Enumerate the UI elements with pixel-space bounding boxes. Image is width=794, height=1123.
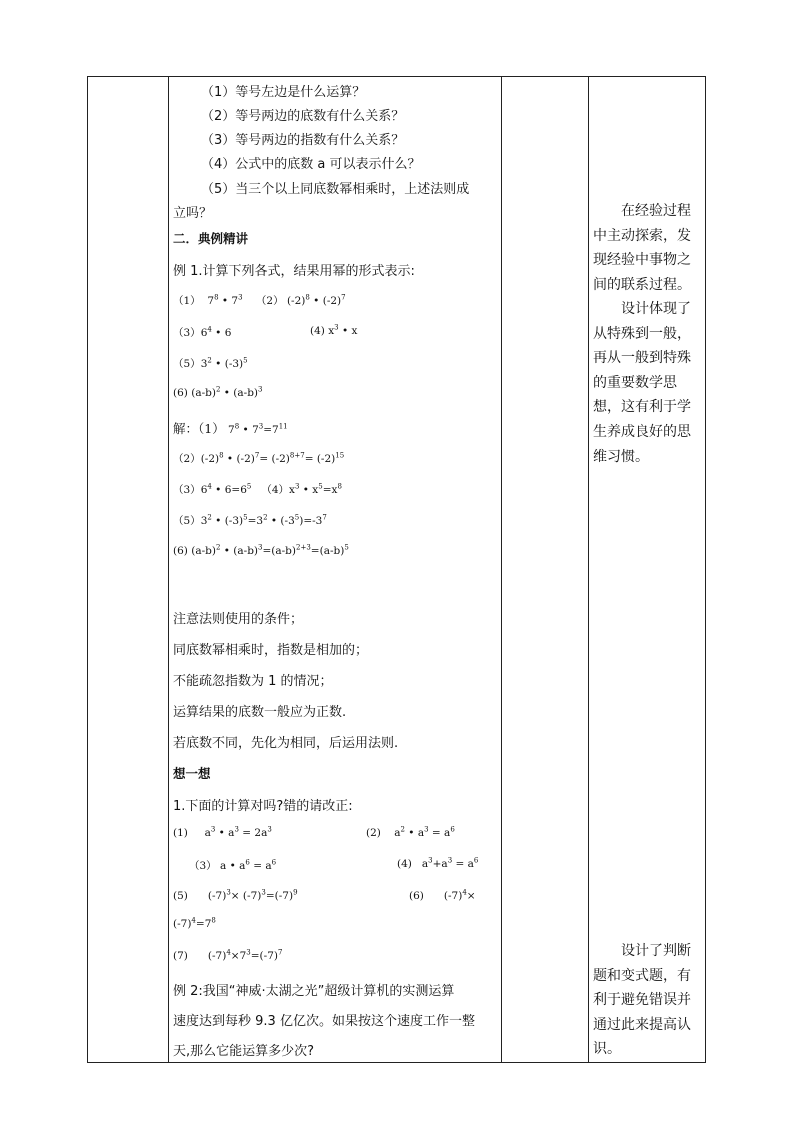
question-2: （2）等号两边的底数有什么关系？	[201, 109, 405, 124]
example2-line-2: 速度达到每秒 9.3 亿亿次。如果按这个速度工作一整	[173, 1014, 475, 1029]
question-5-cont: 立吗？	[173, 206, 213, 221]
example1-item-6: (6) $(a-b)^2$ • $(a-b)^3$	[173, 385, 263, 399]
question-4: （4）公式中的底数 a 可以表示什么？	[201, 157, 421, 172]
example2-line-3: 天,那么它能运算多少次?	[173, 1044, 315, 1059]
exercise-row-4: (7) $(-7)^4\times 7^3=(-7)^7$	[173, 948, 283, 962]
side-note-1: 在经验过程中主动探索，发现经验中事物之间的联系过程。	[593, 203, 691, 293]
column-divider	[588, 77, 589, 1062]
question-5: （5）当三个以上同底数幂相乘时，上述法则成	[201, 182, 470, 197]
note-line-2: 同底数幂相乘时，指数是相加的；	[173, 643, 369, 658]
exercise-row-3-cont: $(-7)^4=7^8$	[173, 916, 216, 930]
solution-5: $(5)3^2$ • $(-3)^5=3^2$ • $(-3^5)=-3^7$	[173, 513, 327, 527]
solution-3-4: $(3)6^4$ • $6=6^5$ $(4)x^3$ • $x^5=x^8$	[173, 482, 342, 496]
note-line-4: 运算结果的底数一般应为正数.	[173, 705, 347, 720]
section-title: 二．典例精讲	[173, 231, 249, 246]
note-line-5: 若底数不同，先化为相同，后运用法则.	[173, 736, 399, 751]
side-note-2: 设计体现了从特殊到一般，再从一般到特殊的重要数学思想，这有利于学生养成良好的思维习惯。	[593, 301, 691, 465]
think-title: 想一想	[173, 766, 211, 781]
example1-item-5: $(5)3^2$ • $(-3)^5$	[173, 356, 248, 370]
lesson-table: （1）等号左边是什么运算？ （2）等号两边的底数有什么关系？ （3）等号两边的指数有什么关系？ （4）公式中的底数 a 可以表示什么？ （5）当三个以上同底数幂相乘时，上述法则成 立吗？ 二．典例精讲 例 1.计算下列各式，结果用幂的形式表示: （1） $7^8$ • $7^3$ （2） $(-2)^8$ • $(-2)^7$ $(3)6^4$ • 6 (4) $x^3$ • x $(5)3^2$ • $(-3)^5$ (6) $(a-b)^2$ • $(a-b)^3$ 解：（1） $7^8$ • $7^3=7^{11}$ $(2)(-2)^8$ • $(-2)^7= (-2)^{8+7}= (-2)^{15}$ $(3)6^4$ • $6=6^5$ $(4)x^3$ • $x^5=x^8$ $(5)3^2$ • $(-3)^5=3^2$ • $(-3^5)=-3^7$ (6) $(a-b)^2$ • $(a-b)^3=(a-b)^{2+3}=(a-b)^5$ 注意法则使用的条件； 同底数幂相乘时，指数是相加的； 不能疏忽指数为 1 的情况； 运算结果的底数一般应为正数. 若底数不同，先化为相同，后运用法则. 想一想 1.下面的计算对吗?错的请改正: (1) $a^3$ • $a^3 = 2a^3$ (2) $a^2$ • $a^3 = a^6$ （3） a • $a^6 = a^6$ (4) $a^3+a^3 = a^6$ (5) $(-7)^3\times (-7)^3=(-7)^9$ (6) $(-7)^4\times$ $(-7)^4=7^8$ (7) $(-7)^4\times 7^3=(-7)^7$ 例 2:我国“神威·太湖之光”超级计算机的实测运算 速度达到每秒 9.3 亿亿次。如果按这个速度工作一整 天,那么它能运算多少次? 在经验过程中主动探索，发现经验中事物之间的联系过程。 设计体现了从特殊到一般，再从一般到特殊的重要数学思想，这有利于学生养成良好的思维习惯。 设计了判断题和变式题，有利于避免错误并通过此来提高认识。	[87, 76, 706, 1063]
example1-item-1-2: （1） $7^8$ • $7^3$ （2） $(-2)^8$ • $(-2)^7$	[173, 293, 346, 307]
question-3: （3）等号两边的指数有什么关系？	[201, 133, 405, 148]
question-1: （1）等号左边是什么运算？	[201, 85, 366, 100]
example1-prompt: 例 1.计算下列各式，结果用幂的形式表示:	[173, 264, 415, 279]
column-divider	[168, 77, 169, 1062]
solution-2: $(2)(-2)^8$ • $(-2)^7= (-2)^{8+7}= (-2)^{15}$	[173, 451, 345, 465]
note-line-1: 注意法则使用的条件；	[173, 612, 304, 627]
solution-6: (6) $(a-b)^2$ • $(a-b)^3=(a-b)^{2+3}=(a-b)^5$	[173, 543, 349, 557]
solution-1: 解：（1） $7^8$ • $7^3=7^{11}$	[173, 421, 288, 436]
column-divider	[501, 77, 502, 1062]
example2-line-1: 例 2:我国“神威·太湖之光”超级计算机的实测运算	[173, 984, 455, 999]
side-note-3: 设计了判断题和变式题，有利于避免错误并通过此来提高认识。	[593, 943, 691, 1058]
note-line-3: 不能疏忽指数为 1 的情况；	[173, 674, 333, 689]
exercise-prompt: 1.下面的计算对吗?错的请改正:	[173, 799, 353, 814]
